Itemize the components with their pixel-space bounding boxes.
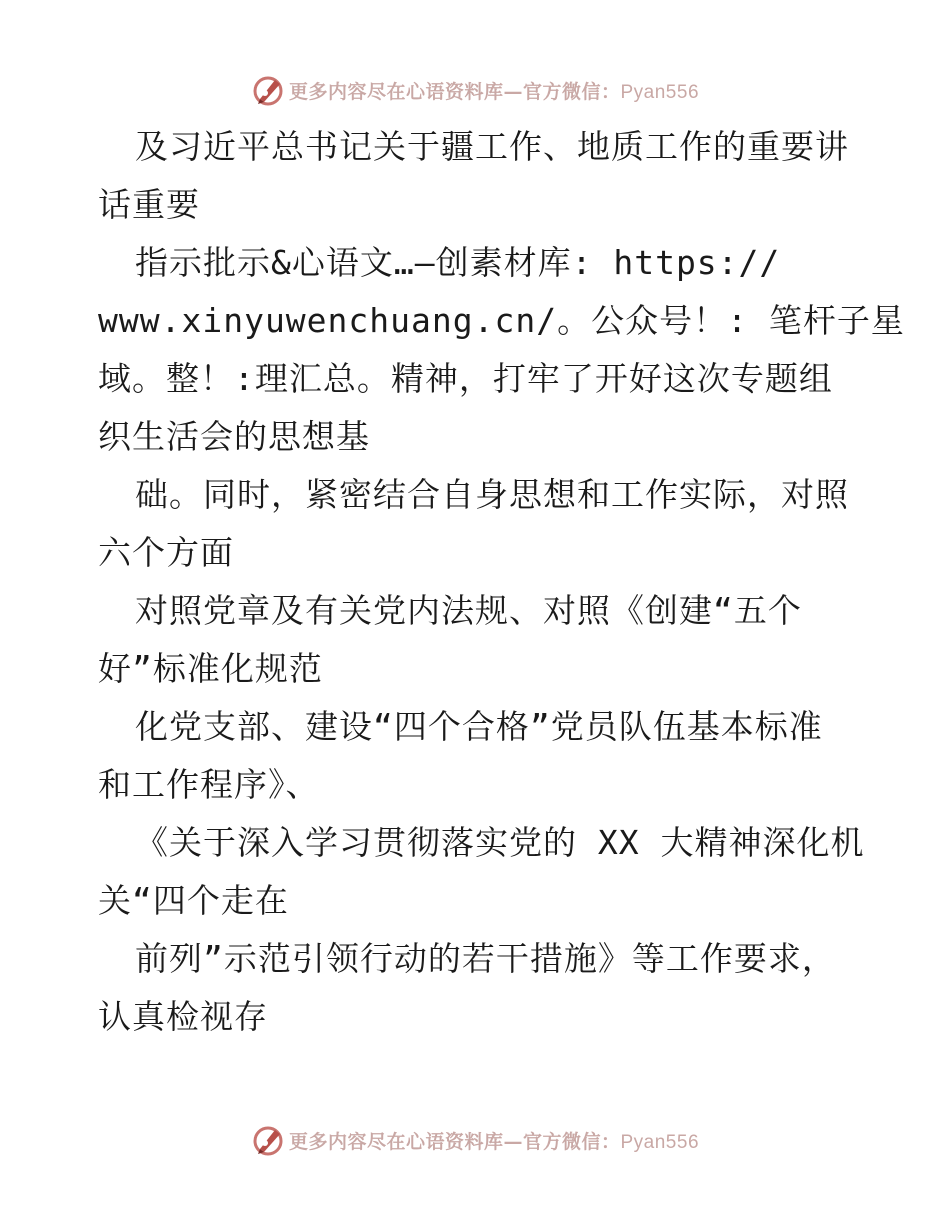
header-wechat-id: Pyan556 [620, 81, 700, 103]
header-dash: — [503, 80, 523, 103]
body-line: www.xinyuwenchuang.cn/。公众号！: 笔杆子星 [98, 301, 905, 340]
body-line: 关“四个走在 [98, 881, 289, 920]
body-line: 础。同时，紧密结合自身思想和工作实际，对照 [135, 475, 849, 514]
body-line: 《关于深入学习贯彻落实党的 XX 大精神深化机 [135, 823, 865, 862]
body-line: 话重要 [98, 185, 200, 224]
body-line: 前列”示范引领行动的若干措施》等工作要求， [135, 939, 836, 978]
pen-logo-icon [251, 1122, 287, 1158]
body-line: 好”标准化规范 [98, 649, 323, 688]
footer-brand-text: 更多内容尽在心语资料库 [288, 1130, 504, 1153]
header-wechat-label: 官方微信： [522, 80, 621, 103]
body-line: 织生活会的思想基 [98, 417, 370, 456]
body-line: 及习近平总书记关于疆工作、地质工作的重要讲 [135, 127, 849, 166]
body-line: 六个方面 [98, 533, 234, 572]
body-line: 域。整！:理汇总。精神，打牢了开好这次专题组 [98, 359, 833, 398]
document-body [98, 118, 905, 1046]
footer-banner [0, 1120, 950, 1160]
pen-logo-icon [251, 72, 287, 108]
footer-wechat-label: 官方微信： [522, 1130, 621, 1153]
footer-dash: — [503, 1130, 523, 1153]
header-banner [0, 70, 950, 110]
body-line: 和工作程序》、 [98, 765, 320, 804]
body-line: 化党支部、建设“四个合格”党员队伍基本标准 [135, 707, 823, 746]
footer-wechat-id: Pyan556 [620, 1131, 700, 1153]
body-line: 认真检视存 [98, 997, 268, 1036]
body-line: 指示批示&心语文…—创素材库: https:// [135, 243, 781, 282]
body-line: 对照党章及有关党内法规、对照《创建“五个 [135, 591, 802, 630]
header-brand-text: 更多内容尽在心语资料库 [288, 80, 504, 103]
